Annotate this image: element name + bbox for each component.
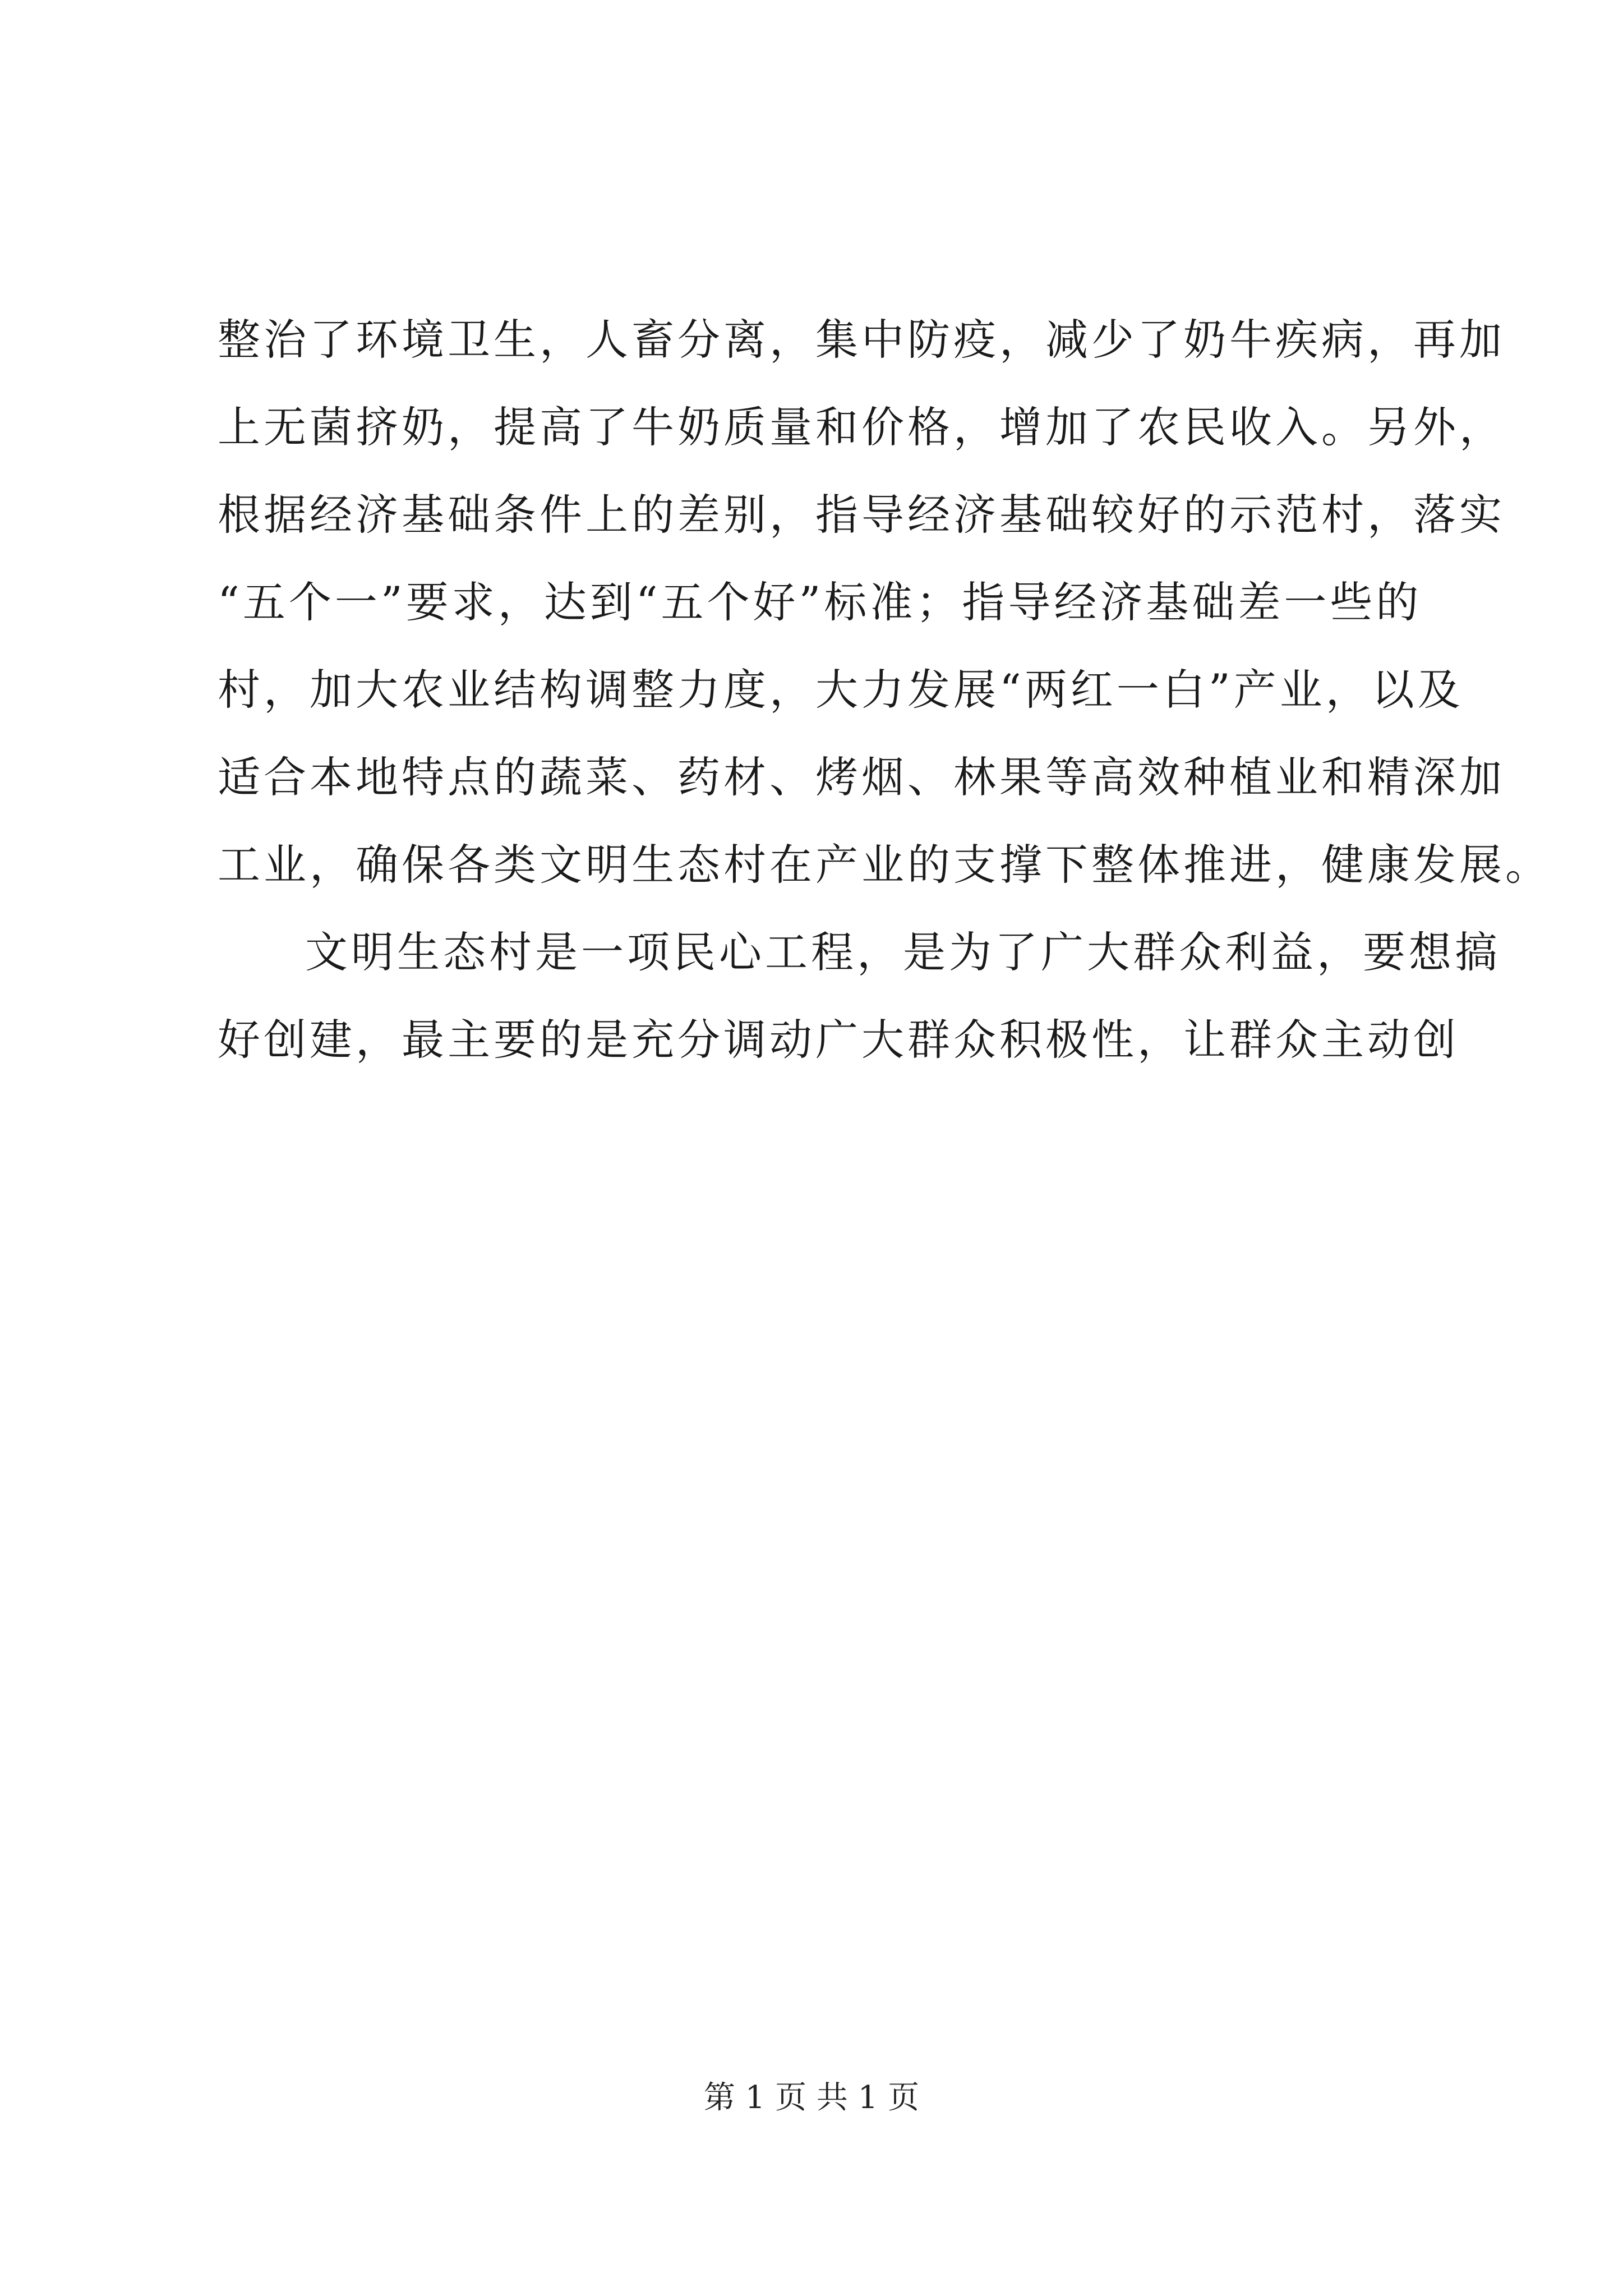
text-line: “五个一”要求，达到“五个好”标准；指导经济基础差一些的: [218, 577, 1422, 627]
text-line: 村，加大农业结构调整力度，大力发展“两红一白”产业，以及: [218, 665, 1464, 715]
paragraph-start-line: 文明生态村是一项民心工程，是为了广大群众利益，要想搞: [305, 927, 1501, 977]
body-text: [218, 296, 1551, 1084]
text-line: 适合本地特点的蔬菜、药材、烤烟、林果等高效种植业和精深加: [218, 752, 1505, 802]
text-line: 工业，确保各类文明生态村在产业的支撑下整体推进，健康发展。: [218, 840, 1551, 890]
text-line: 好创建，最主要的是充分调动广大群众积极性，让群众主动创: [218, 1015, 1459, 1065]
page-number-footer: 第 1 页 共 1 页: [703, 2079, 920, 2116]
text-line: 上无菌挤奶，提高了牛奶质量和价格，增加了农民收入。另外，: [218, 402, 1505, 452]
text-line: 整治了环境卫生，人畜分离，集中防疫，减少了奶牛疾病，再加: [218, 315, 1505, 365]
text-line: 根据经济基础条件上的差别，指导经济基础较好的示范村，落实: [218, 490, 1505, 540]
